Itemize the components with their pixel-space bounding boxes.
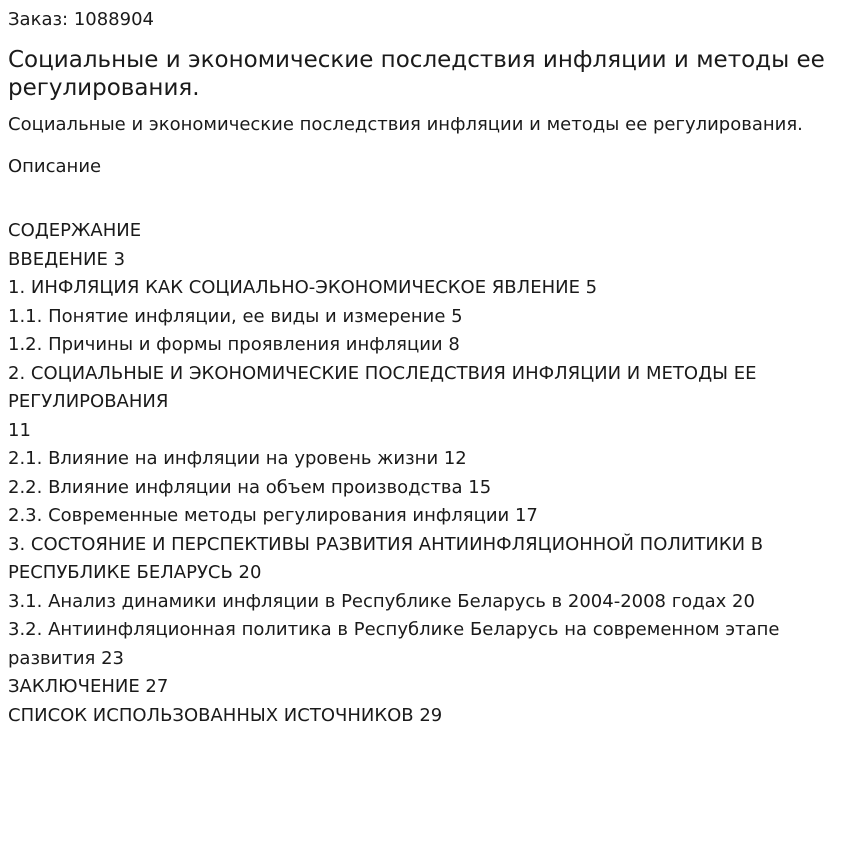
page-title: Социальные и экономические последствия инфляции и методы ее регулирования. bbox=[8, 47, 825, 101]
toc-item: 2.2. Влияние инфляции на объем производства 15 bbox=[8, 476, 492, 498]
toc-item: 11 bbox=[8, 419, 31, 441]
toc-item: ВВЕДЕНИЕ 3 bbox=[8, 248, 126, 270]
table-of-contents bbox=[8, 217, 839, 730]
toc-item: 2. СОЦИАЛЬНЫЕ И ЭКОНОМИЧЕСКИЕ ПОСЛЕДСТВИЯ ИНФЛЯЦИИ И МЕТОДЫ ЕЕ РЕГУЛИРОВАНИЯ bbox=[8, 362, 757, 412]
toc-item: 3.2. Антиинфляционная политика в Республике Беларусь на современном этапе развития 23 bbox=[8, 619, 780, 669]
toc-item: 2.1. Влияние на инфляции на уровень жизни 12 bbox=[8, 448, 467, 469]
toc-item: 3.1. Анализ динамики инфляции в Республике Беларусь в 2004-2008 годах 20 bbox=[8, 590, 755, 612]
description-label: Описание bbox=[8, 156, 102, 177]
toc-heading: СОДЕРЖАНИЕ bbox=[8, 220, 142, 241]
toc-item: 1.1. Понятие инфляции, ее виды и измерение 5 bbox=[8, 305, 463, 327]
toc-item: СПИСОК ИСПОЛЬЗОВАННЫХ ИСТОЧНИКОВ 29 bbox=[8, 704, 443, 726]
toc-item: 2.3. Современные методы регулирования инфляции 17 bbox=[8, 505, 538, 526]
toc-item: 1. ИНФЛЯЦИЯ КАК СОЦИАЛЬНО-ЭКОНОМИЧЕСКОЕ ЯВЛЕНИЕ 5 bbox=[8, 277, 598, 298]
toc-item: 1.2. Причины и формы проявления инфляции 8 bbox=[8, 334, 460, 355]
page-subtitle: Социальные и экономические последствия инфляции и методы ее регулирования. bbox=[8, 114, 803, 135]
toc-item: 3. СОСТОЯНИЕ И ПЕРСПЕКТИВЫ РАЗВИТИЯ АНТИИНФЛЯЦИОННОЙ ПОЛИТИКИ В РЕСПУБЛИКЕ БЕЛАРУСЬ 20 bbox=[8, 533, 764, 583]
toc-item: ЗАКЛЮЧЕНИЕ 27 bbox=[8, 676, 169, 697]
order-number: Заказ: 1088904 bbox=[8, 9, 154, 30]
